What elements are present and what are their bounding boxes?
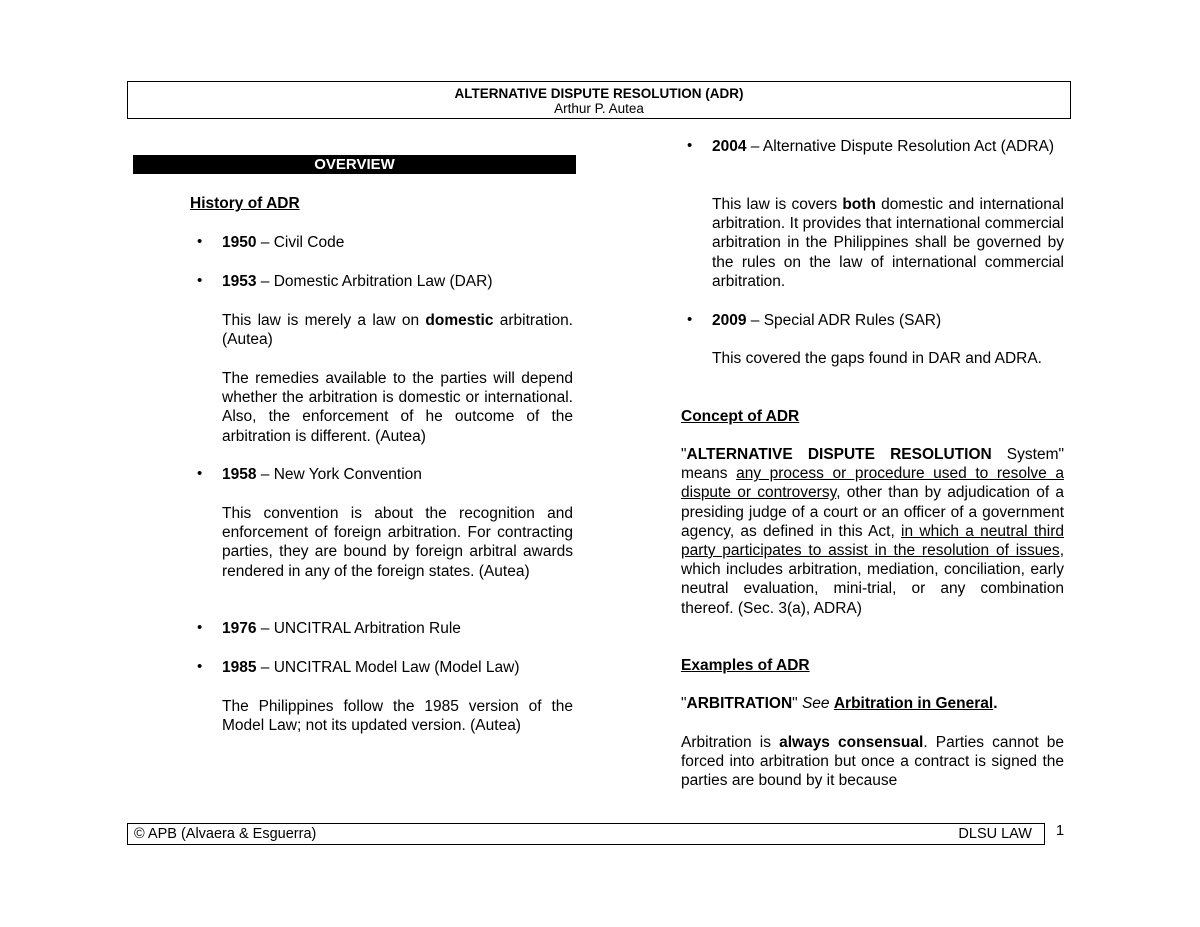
list-item: 1985 – UNCITRAL Model Law (Model Law)	[222, 659, 520, 676]
arbitration-line: "ARBITRATION" See Arbitration in General.	[681, 695, 998, 712]
paragraph-2004: This law is covers both domestic and international arbitration. It provides that international commercial arbitration in the Philippines shall be governed by the rules on the law of international commercial arbitration.	[712, 196, 1064, 290]
document-title: ALTERNATIVE DISPUTE RESOLUTION (ADR)	[454, 86, 744, 101]
list-item: 2004 – Alternative Dispute Resolution Act (ADRA)	[712, 138, 1055, 155]
list-item: 1976 – UNCITRAL Arbitration Rule	[222, 620, 461, 637]
bullet-icon: •	[197, 272, 203, 289]
bullet-icon: •	[197, 465, 203, 482]
paragraph-2009: This covered the gaps found in DAR and ADRA.	[712, 350, 1042, 367]
arbitration-paragraph: Arbitration is always consensual. Parties cannot be forced into arbitration but once a contract is signed the parties are bound by it because	[681, 734, 1065, 790]
concept-heading: Concept of ADR	[681, 408, 800, 425]
concept-paragraph: "ALTERNATIVE DISPUTE RESOLUTION System" means any process or procedure used to resolve a dispute or controversy, other than by adjudication of a presiding judge of a court or an officer of a government agency, as defined in this Act, in which a neutral third party participates to assist in the resolution of issues, which includes arbitration, mediation, conciliation, early neutral evaluation, mini-trial, or any combination thereof. (Sec. 3(a), ADRA)	[681, 446, 1064, 617]
document-footer	[127, 823, 1045, 845]
bullet-icon: •	[687, 137, 693, 154]
list-item: 1950 – Civil Code	[222, 234, 345, 251]
paragraph-1958: This convention is about the recognition and enforcement of foreign arbitration. For contracting parties, they are bound by foreign arbitral awards rendered in any of the foreign states. (Autea)	[222, 505, 573, 580]
bullet-icon: •	[687, 311, 693, 328]
bullet-icon: •	[197, 233, 203, 250]
paragraph-1953-b: The remedies available to the parties will depend whether the arbitration is domestic or international. Also, the enforcement of he outcome of the arbitration is different. (Autea)	[222, 370, 573, 445]
bullet-icon: •	[197, 658, 203, 675]
list-item: 1958 – New York Convention	[222, 466, 422, 483]
paragraph-1953-a: This law is merely a law on domestic arbitration. (Autea)	[222, 312, 573, 349]
paragraph-1985: The Philippines follow the 1985 version of the Model Law; not its updated version. (Autea)	[222, 698, 573, 735]
history-heading: History of ADR	[190, 195, 300, 212]
bullet-icon: •	[197, 619, 203, 636]
arbitration-in-general-link[interactable]: Arbitration in General	[833, 695, 994, 712]
list-item: 2009 – Special ADR Rules (SAR)	[712, 312, 942, 329]
document-header	[127, 81, 1071, 119]
list-item: 1953 – Domestic Arbitration Law (DAR)	[222, 273, 493, 290]
examples-heading: Examples of ADR	[681, 657, 810, 674]
footer-copyright: © APB (Alvaera & Esguerra)	[134, 826, 317, 842]
overview-heading: OVERVIEW	[133, 155, 576, 174]
page-number: 1	[1056, 823, 1065, 839]
footer-school: DLSU LAW	[958, 826, 1032, 842]
document-author: Arthur P. Autea	[554, 101, 644, 116]
